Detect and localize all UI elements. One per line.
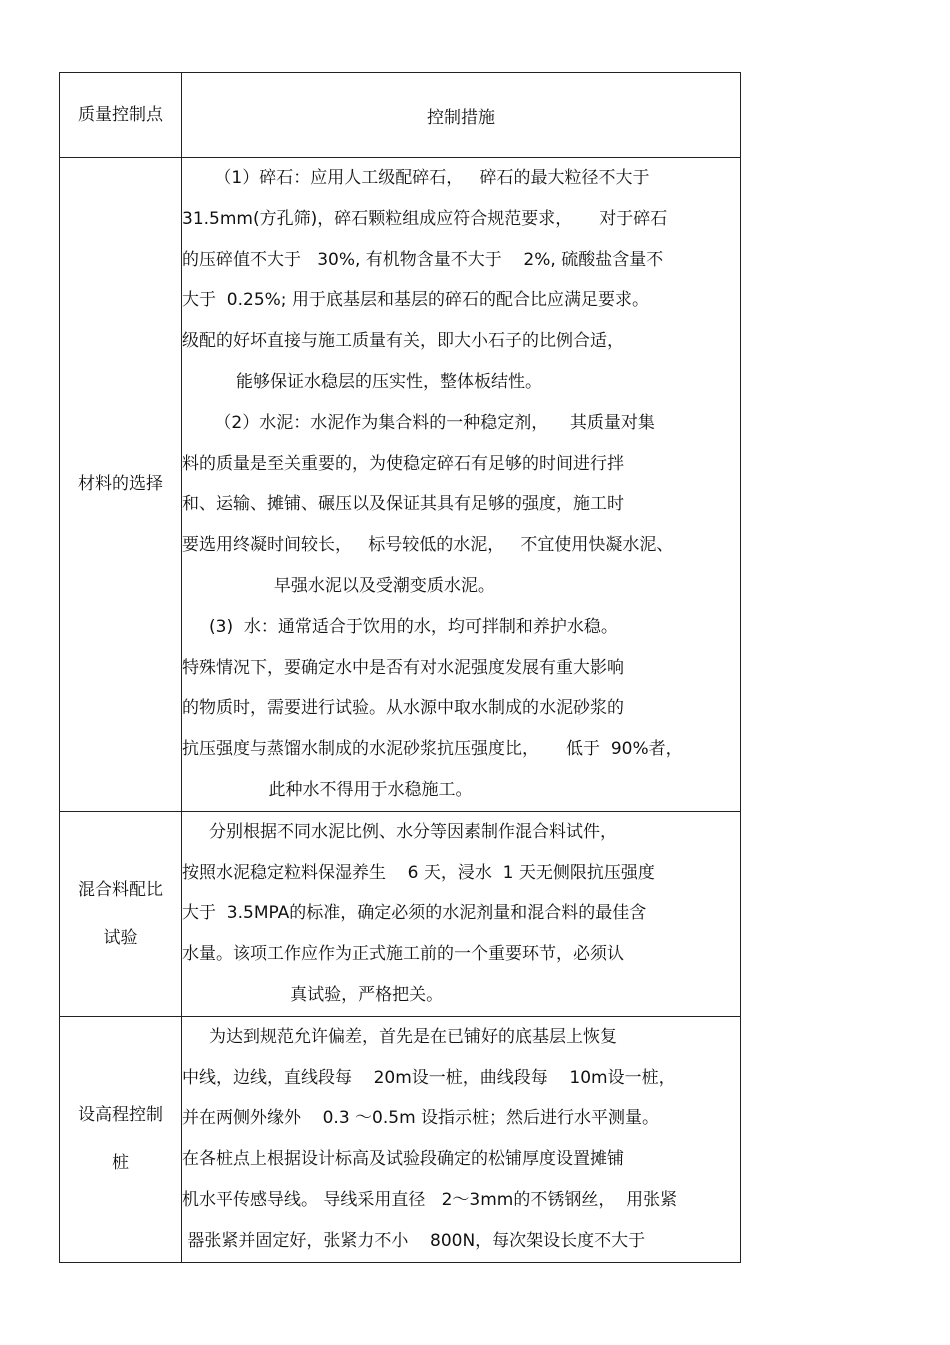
- measure-line: （1）碎石：应用人工级配碎石， 碎石的最大粒径不大于: [182, 168, 650, 188]
- measure-line: 的物质时，需要进行试验。从水源中取水制成的水泥砂浆的: [182, 698, 624, 719]
- measure-line: 要选用终凝时间较长， 标号较低的水泥， 不宜使用快凝水泥、: [182, 535, 674, 556]
- header-quality-control-point: 质量控制点: [60, 73, 182, 158]
- row-label: [60, 158, 182, 812]
- measure-line: 能够保证水稳层的压实性，整体板结性。: [182, 371, 543, 392]
- measure-line: (3) 水：通常适合于饮用的水，均可拌制和养护水稳。: [182, 616, 618, 637]
- row-measures: [182, 811, 741, 1016]
- measure-line: 早强水泥以及受潮变质水泥。: [182, 575, 495, 596]
- quality-control-table: [59, 72, 741, 1263]
- measure-line: 特殊情况下，要确定水中是否有对水泥强度发展有重大影响: [182, 657, 624, 678]
- row-label-line: 混合料配比: [78, 879, 163, 900]
- measure-line: 并在两侧外缘外 0.3 ～0.5m 设指示桩；然后进行水平测量。: [182, 1108, 660, 1129]
- measure-line: 此种水不得用于水稳施工。: [182, 779, 473, 800]
- measure-line: 料的质量是至关重要的，为使稳定碎石有足够的时间进行拌: [182, 453, 624, 474]
- measure-line: 31.5mm(方孔筛)，碎石颗粒组成应符合规范要求， 对于碎石: [182, 208, 668, 229]
- row-label: [60, 1016, 182, 1262]
- measure-line: 和、运输、摊铺、碾压以及保证其具有足够的强度，施工时: [182, 494, 624, 515]
- measure-line: 器张紧并固定好，张紧力不小 800N，每次架设长度不大于: [182, 1230, 646, 1251]
- measure-line: 的压碎值不大于 30%, 有机物含量不大于 2%, 硫酸盐含量不: [182, 249, 664, 270]
- table-row: [60, 1016, 741, 1262]
- row-measures: [182, 1016, 741, 1262]
- row-label-line: 试验: [103, 927, 138, 948]
- row-label-line: 设高程控制: [78, 1105, 163, 1126]
- measure-line: 分别根据不同水泥比例、水分等因素制作混合料试件，: [182, 821, 618, 842]
- measure-line: 真试验，严格把关。: [182, 984, 444, 1005]
- table-row: [60, 811, 741, 1016]
- measure-line: （2）水泥：水泥作为集合料的一种稳定剂， 其质量对集: [182, 412, 655, 433]
- measure-line: 级配的好坏直接与施工质量有关，即大小石子的比例合适，: [182, 331, 624, 352]
- measure-line: 抗压强度与蒸馏水制成的水泥砂浆抗压强度比， 低于 90%者，: [182, 739, 683, 760]
- header-control-measures: 控制措施: [182, 73, 741, 158]
- row-label-line: 材料的选择: [78, 474, 163, 495]
- row-measures: [182, 158, 741, 812]
- row-label: [60, 811, 182, 1016]
- measure-line: 大于 0.25%; 用于底基层和基层的碎石的配合比应满足要求。: [182, 290, 649, 311]
- row-label-line: 桩: [112, 1153, 129, 1174]
- measure-line: 机水平传感导线。 导线采用直径 2～3mm的不锈钢丝， 用张紧: [182, 1189, 678, 1210]
- measure-line: 按照水泥稳定粒料保湿养生 6 天，浸水 1 天无侧限抗压强度: [182, 862, 655, 883]
- measure-line: 中线，边线，直线段每 20m设一桩，曲线段每 10m设一桩，: [182, 1067, 676, 1088]
- measure-line: 水量。该项工作应作为正式施工前的一个重要环节，必须认: [182, 944, 624, 965]
- measure-line: 在各桩点上根据设计标高及试验段确定的松铺厚度设置摊铺: [182, 1149, 624, 1170]
- table-header-row: [60, 73, 741, 158]
- table-row: [60, 158, 741, 812]
- measure-line: 为达到规范允许偏差，首先是在已铺好的底基层上恢复: [182, 1026, 618, 1047]
- measure-line: 大于 3.5MPA的标准，确定必须的水泥剂量和混合料的最佳含: [182, 903, 647, 924]
